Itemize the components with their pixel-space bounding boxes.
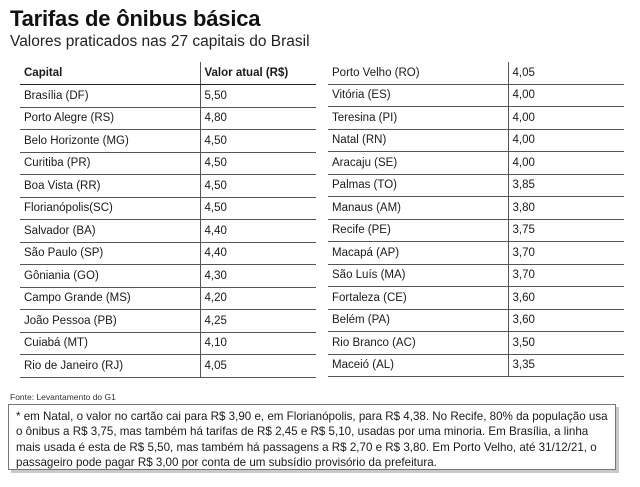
table-row bbox=[328, 152, 624, 175]
fares-table-left bbox=[20, 62, 316, 378]
capital-cell: Aracaju (SE) bbox=[328, 152, 508, 175]
fare-value-cell: 4,05 bbox=[508, 62, 624, 84]
table-row bbox=[328, 287, 624, 310]
fare-value-cell: 4,50 bbox=[200, 130, 316, 153]
fare-value-cell: 5,50 bbox=[200, 85, 316, 108]
table-row bbox=[20, 310, 316, 333]
fare-value-cell: 4,50 bbox=[200, 197, 316, 220]
fare-value-cell: 4,40 bbox=[200, 242, 316, 265]
table-row bbox=[328, 84, 624, 107]
capital-cell: São Paulo (SP) bbox=[20, 242, 200, 265]
table-row bbox=[20, 287, 316, 310]
capital-cell: Porto Velho (RO) bbox=[328, 62, 508, 84]
capital-cell: Campo Grande (MS) bbox=[20, 287, 200, 310]
capital-cell: Rio de Janeiro (RJ) bbox=[20, 355, 200, 378]
source-note: Fonte: Levantamento do G1 bbox=[10, 392, 116, 402]
fare-value-cell: 4,80 bbox=[200, 107, 316, 130]
table-row bbox=[20, 220, 316, 243]
fares-table-right bbox=[328, 62, 624, 377]
table-row bbox=[328, 174, 624, 197]
fare-value-cell: 3,60 bbox=[508, 309, 624, 332]
capital-cell: João Pessoa (PB) bbox=[20, 310, 200, 333]
capital-cell: Vitória (ES) bbox=[328, 84, 508, 107]
table-row bbox=[328, 354, 624, 377]
table-row bbox=[328, 242, 624, 265]
table-row bbox=[328, 62, 624, 84]
fare-value-cell: 4,00 bbox=[508, 107, 624, 130]
capital-cell: Belém (PA) bbox=[328, 309, 508, 332]
capital-cell: Belo Horizonte (MG) bbox=[20, 130, 200, 153]
capital-cell: Manaus (AM) bbox=[328, 197, 508, 220]
capital-cell: Macapá (AP) bbox=[328, 242, 508, 265]
page-title: Tarifas de ônibus básica bbox=[10, 6, 261, 31]
fare-value-cell: 4,00 bbox=[508, 84, 624, 107]
fare-value-cell: 3,80 bbox=[508, 197, 624, 220]
table-row bbox=[20, 107, 316, 130]
column-header-capital: Capital bbox=[20, 62, 200, 85]
table-row bbox=[328, 332, 624, 355]
fare-value-cell: 4,05 bbox=[200, 355, 316, 378]
table-row bbox=[328, 219, 624, 242]
fare-value-cell: 4,50 bbox=[200, 175, 316, 198]
fare-value-cell: 3,75 bbox=[508, 219, 624, 242]
capital-cell: Natal (RN) bbox=[328, 129, 508, 152]
fare-value-cell: 3,70 bbox=[508, 242, 624, 265]
capital-cell: Gôniania (GO) bbox=[20, 265, 200, 288]
capital-cell: Florianópolis(SC) bbox=[20, 197, 200, 220]
capital-cell: Curitiba (PR) bbox=[20, 152, 200, 175]
table-header-row bbox=[20, 62, 316, 85]
fare-value-cell: 3,60 bbox=[508, 287, 624, 310]
fare-value-cell: 3,70 bbox=[508, 264, 624, 287]
capital-cell: Recife (PE) bbox=[328, 219, 508, 242]
table-row bbox=[328, 129, 624, 152]
column-header-value: Valor atual (R$) bbox=[200, 62, 316, 85]
capital-cell: Porto Alegre (RS) bbox=[20, 107, 200, 130]
capital-cell: Fortaleza (CE) bbox=[328, 287, 508, 310]
table-row bbox=[20, 332, 316, 355]
table-row bbox=[20, 85, 316, 108]
table-row bbox=[20, 265, 316, 288]
fare-value-cell: 3,85 bbox=[508, 174, 624, 197]
capital-cell: Rio Branco (AC) bbox=[328, 332, 508, 355]
fare-value-cell: 4,20 bbox=[200, 287, 316, 310]
fare-value-cell: 4,10 bbox=[200, 332, 316, 355]
fare-value-cell: 3,35 bbox=[508, 354, 624, 377]
fare-value-cell: 4,30 bbox=[200, 265, 316, 288]
capital-cell: Salvador (BA) bbox=[20, 220, 200, 243]
table-row bbox=[328, 264, 624, 287]
footnote-box: * em Natal, o valor no cartão cai para R$ 3,90 e, em Florianópolis, para R$ 4,38. No Recife, 80% da população usa o ônibus a R$ 3,75, mas também há tarifas de R$ 2,45 e R$ 5,10, usadas por uma minoria. Em Brasília, a linha mais usada é esta de R$ 5,50, mas também há passagens a R$ 2,70 e R$ 3,80. Em Porto Velho, até 31/12/21, o passageiro pode pagar R$ 3,00 por conta de um subsídio provisório da prefeitura. bbox=[8, 404, 616, 470]
fare-value-cell: 4,50 bbox=[200, 152, 316, 175]
capital-cell: Palmas (TO) bbox=[328, 174, 508, 197]
capital-cell: Brasília (DF) bbox=[20, 85, 200, 108]
capital-cell: São Luís (MA) bbox=[328, 264, 508, 287]
table-row bbox=[20, 242, 316, 265]
table-row bbox=[20, 355, 316, 378]
fare-value-cell: 3,50 bbox=[508, 332, 624, 355]
table-row bbox=[20, 152, 316, 175]
capital-cell: Cuiabá (MT) bbox=[20, 332, 200, 355]
capital-cell: Boa Vista (RR) bbox=[20, 175, 200, 198]
page-subtitle: Valores praticados nas 27 capitais do Brasil bbox=[10, 33, 310, 50]
capital-cell: Teresina (PI) bbox=[328, 107, 508, 130]
capital-cell: Maceió (AL) bbox=[328, 354, 508, 377]
fare-value-cell: 4,40 bbox=[200, 220, 316, 243]
fare-value-cell: 4,00 bbox=[508, 129, 624, 152]
fare-value-cell: 4,25 bbox=[200, 310, 316, 333]
fare-value-cell: 4,00 bbox=[508, 152, 624, 175]
table-row bbox=[328, 197, 624, 220]
table-row bbox=[20, 130, 316, 153]
table-row bbox=[328, 309, 624, 332]
table-row bbox=[20, 197, 316, 220]
table-row bbox=[20, 175, 316, 198]
table-row bbox=[328, 107, 624, 130]
